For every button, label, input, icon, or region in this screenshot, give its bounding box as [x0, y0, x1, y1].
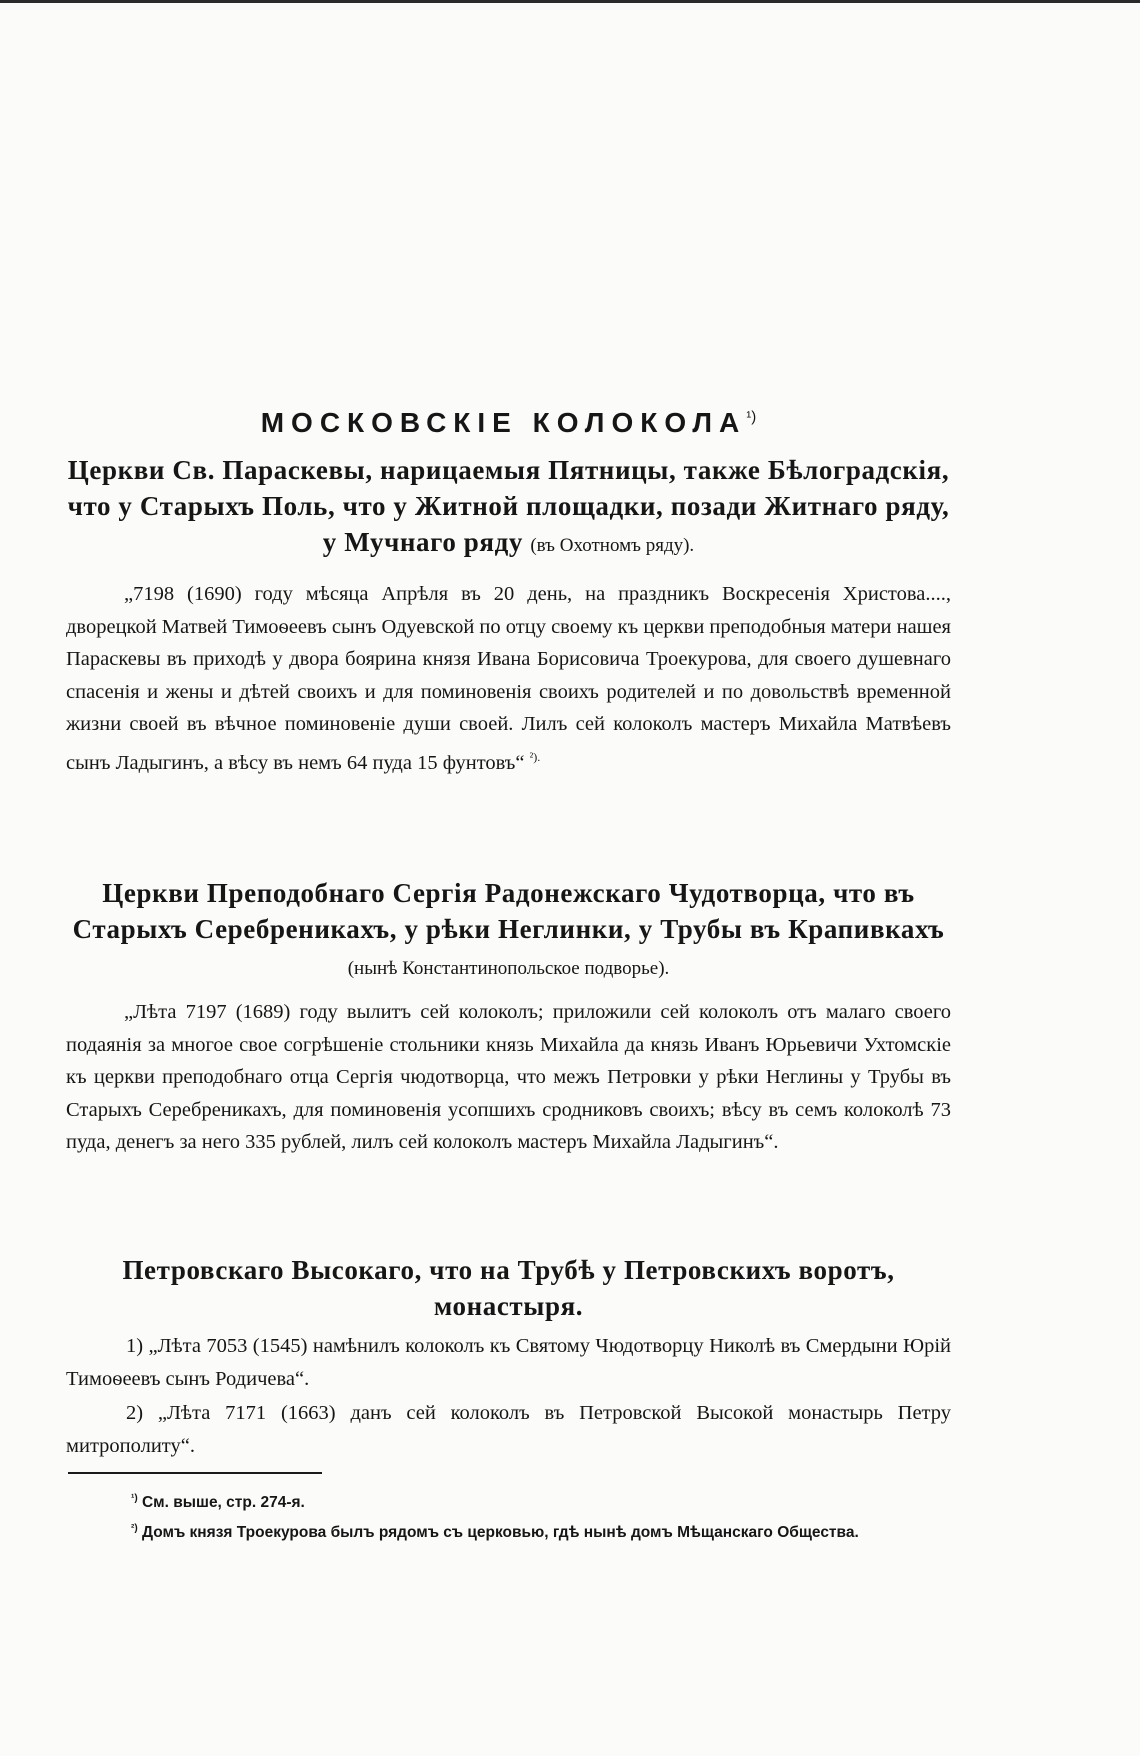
footnote-2: [66, 1514, 951, 1547]
list-item: 1) „Лѣта 7053 (1545) намѣнилъ колоколъ къ Святому Чюдотворцу Николѣ въ Смердыни Юрій Тимоѳеевъ сынъ Родичева“.: [66, 1335, 951, 1390]
top-border-rule: [0, 0, 1140, 3]
footnote-2-mark: ²): [131, 1523, 138, 1534]
section-1-footnote-ref: ²).: [529, 749, 541, 764]
section-2-heading: [66, 875, 951, 987]
footnote-1: [66, 1484, 951, 1517]
page-title: [66, 407, 951, 439]
section-1-heading: [66, 452, 951, 564]
list-item: 2) „Лѣта 7171 (1663) данъ сей колоколъ въ Петровской Высокой монастырь Петру митрополиту“.: [66, 1402, 951, 1457]
section-2-heading-note: (нынѣ Константинопольское подворье).: [347, 958, 670, 979]
section-1-heading-text: Церкви Св. Параскевы, нарицаемыя Пятницы, также Бѣлоградскія, что у Старыхъ Поль, что у Житной площадки, позади Житнаго ряду, у Мучнаго ряду: [67, 455, 950, 557]
section-1-heading-note: (въ Охотномъ ряду).: [530, 535, 695, 556]
footnote-2-text: Домъ князя Троекурова былъ рядомъ съ церковью, гдѣ нынѣ домъ Мѣщанскаго Общества.: [141, 1524, 859, 1542]
section-2-text: „Лѣта 7197 (1689) году вылитъ сей колоколъ; приложили сей колоколъ отъ малаго своего подаянія за многое свое согрѣшеніе стольники князь Михайла да князь Иванъ Юрьевичи Ухтомскіе къ церкви преподобнаго отца Сергія чюдотворца, что межъ Петровки у рѣки Неглины у Трубы въ Старыхъ Серебреникахъ, для поминовенія усопшихъ сродниковъ своихъ; вѣсу въ семъ колоколѣ 73 пуда, денегъ за него 335 рублей, лилъ сей колоколъ мастеръ Михайла Ладыгинъ“.: [66, 1001, 951, 1153]
section-1-text: [66, 578, 951, 779]
footnote-divider: [68, 1472, 322, 1474]
title-footnote-ref: ¹): [746, 408, 757, 426]
section-1-body: „7198 (1690) году мѣсяца Апрѣля въ 20 день, на праздникъ Воскресенія Христова...., дворецкой Матвей Тимоѳеевъ сынъ Одуевской по отцу своему къ церкви преподобныя матери нашея Параскевы въ приходѣ у двора боярина князя Ивана Борисовича Троекурова, для своего душевнаго спасенія и жены и дѣтей своихъ и для поминовенія своихъ родителей и по довольствѣ временной жизни своей въ вѣчное поминовеніе души своей. Лилъ сей колоколъ мастеръ Михайла Матвѣевъ сынъ Ладыгинъ, а вѣсу въ немъ 64 пуда 15 фунтовъ“: [66, 583, 951, 774]
section-2-heading-text: Церкви Преподобнаго Сергія Радонежскаго Чудотворца, что въ Старыхъ Серебреникахъ, у рѣки Неглинки, у Трубы въ Крапивкахъ: [72, 878, 945, 944]
page-title-text: МОСКОВСКІЕ КОЛОКОЛА: [260, 407, 747, 438]
section-3-heading: Петровскаго Высокаго, что на Трубѣ у Петровскихъ воротъ, монастыря.: [122, 1255, 895, 1321]
footnote-1-text: См. выше, стр. 274-я.: [141, 1494, 305, 1512]
footnote-1-mark: ¹): [131, 1493, 138, 1504]
